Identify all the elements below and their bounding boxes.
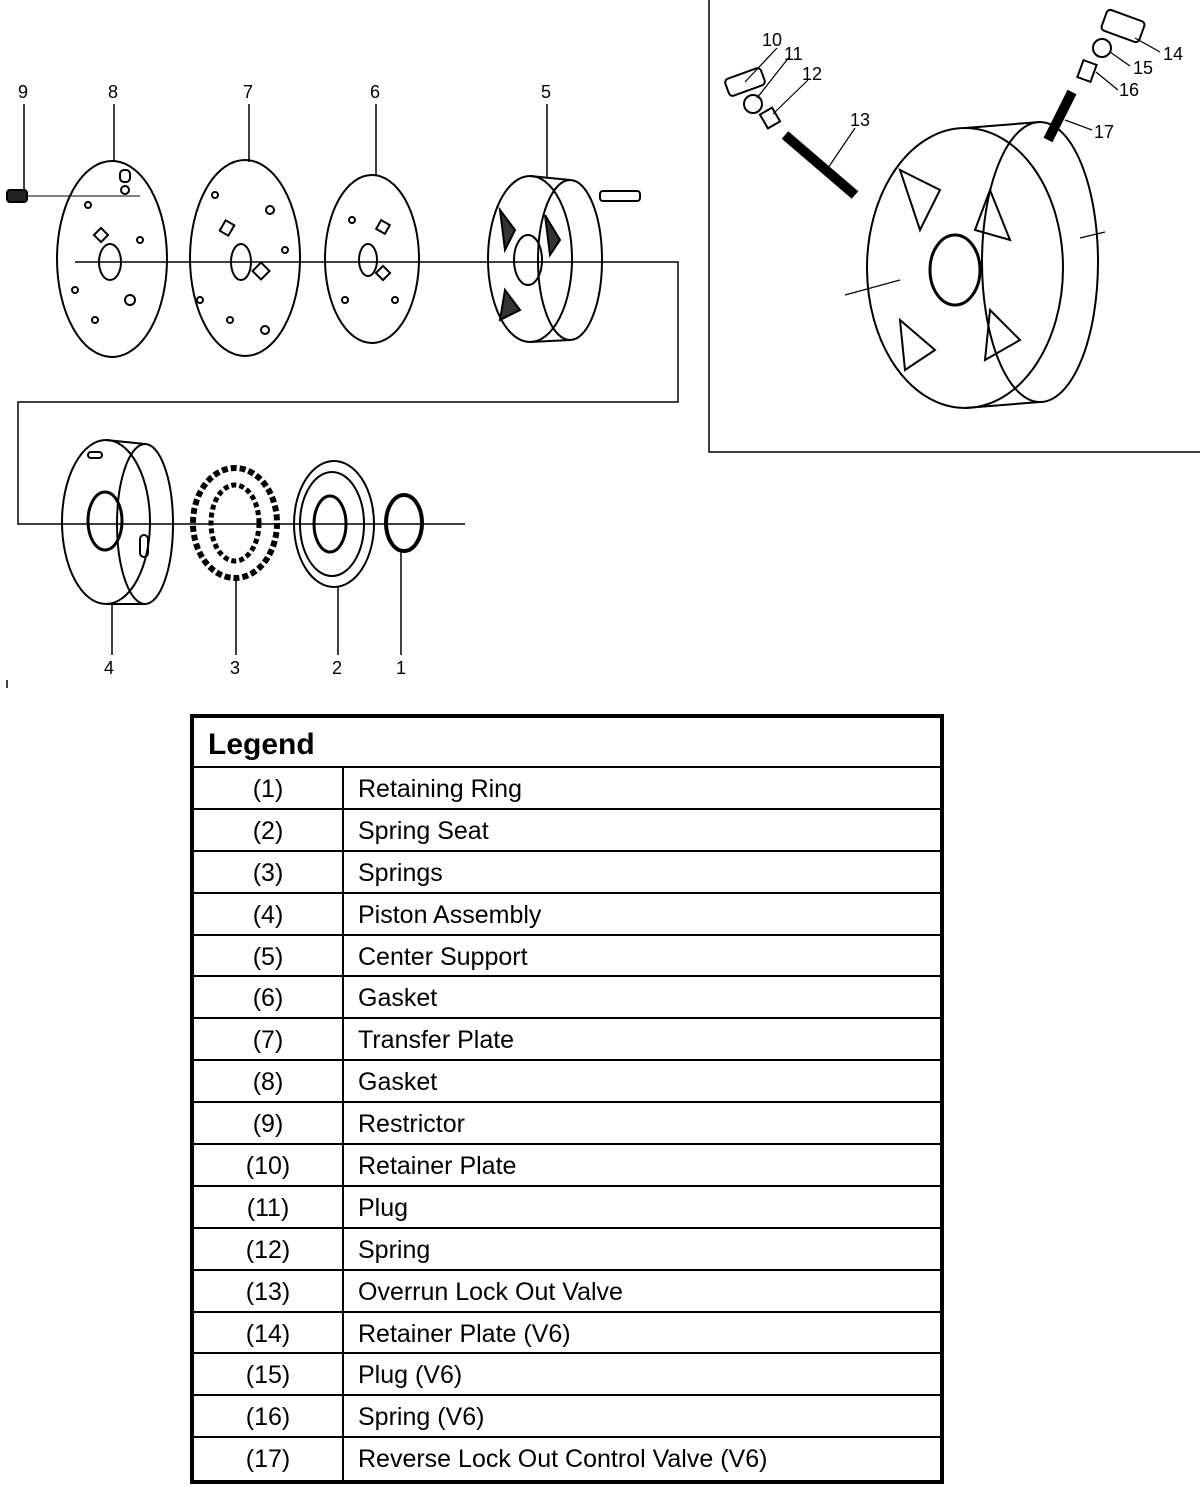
legend-row <box>194 768 940 810</box>
legend-item-number: (10) <box>194 1145 344 1185</box>
legend-item-number: (6) <box>194 977 344 1017</box>
legend-item-description: Plug (V6) <box>358 1361 463 1390</box>
legend-item-description: Spring Seat <box>358 816 489 845</box>
legend-item-description: Spring (V6) <box>358 1403 485 1432</box>
legend-item-number: (9) <box>194 1103 344 1143</box>
part-9-restrictor-drawing <box>7 190 140 202</box>
legend-item-description: Retainer Plate (V6) <box>358 1319 571 1348</box>
legend-item-description: Plug <box>358 1193 409 1222</box>
legend-item-number: (1) <box>194 768 344 808</box>
legend-rows <box>194 768 940 1480</box>
inset-frame <box>709 0 1200 452</box>
callout-17: 17 <box>1094 122 1115 142</box>
callout-15: 15 <box>1133 58 1154 78</box>
legend-item-number: (16) <box>194 1396 344 1436</box>
legend-row <box>194 1438 940 1480</box>
legend-item-description: Center Support <box>358 942 528 971</box>
legend-item-description: Retaining Ring <box>358 775 522 803</box>
legend-item-number: (17) <box>194 1438 344 1480</box>
part-4-piston-assembly-drawing <box>62 440 173 604</box>
legend-item-description: Springs <box>358 858 443 887</box>
legend-item-description: Piston Assembly <box>358 900 542 929</box>
callout-14: 14 <box>1163 44 1184 64</box>
legend-item-number: (15) <box>194 1354 344 1394</box>
callout-8: 8 <box>108 82 119 102</box>
part-7-transfer-plate-drawing <box>190 160 300 356</box>
callout-11: 11 <box>784 44 803 64</box>
callout-12: 12 <box>802 64 823 84</box>
legend-item-number: (5) <box>194 936 344 976</box>
legend-item-number: (3) <box>194 852 344 892</box>
legend-item-description: Gasket <box>358 1068 438 1097</box>
legend-row <box>194 1019 940 1061</box>
legend-row <box>194 1396 940 1438</box>
legend-row <box>194 1313 940 1355</box>
legend-item-number: (8) <box>194 1061 344 1101</box>
legend-row <box>194 810 940 852</box>
legend-item-number: (13) <box>194 1271 344 1311</box>
callout-13: 13 <box>850 110 871 130</box>
callout-9: 9 <box>18 82 29 102</box>
callout-7: 7 <box>243 82 254 102</box>
legend-table <box>190 714 944 1484</box>
callout-16: 16 <box>1119 80 1140 100</box>
legend-item-description: Overrun Lock Out Valve <box>358 1277 623 1306</box>
legend-row <box>194 1271 940 1313</box>
legend-item-description: Retainer Plate <box>358 1152 517 1181</box>
legend-title: Legend <box>194 718 940 768</box>
callout-3: 3 <box>230 658 241 678</box>
exploded-view-diagram <box>0 0 1200 700</box>
callout-5: 5 <box>541 82 552 102</box>
part-8-gasket-drawing <box>57 161 167 357</box>
legend-item-description: Gasket <box>358 984 438 1013</box>
part-3-springs-drawing <box>193 468 277 578</box>
legend-row <box>194 936 940 978</box>
legend-item-description: Transfer Plate <box>358 1026 515 1055</box>
callout-1: 1 <box>396 658 407 678</box>
legend-item-number: (11) <box>194 1187 344 1227</box>
legend-item-number: (2) <box>194 810 344 850</box>
legend-row <box>194 1145 940 1187</box>
legend-item-description: Reverse Lock Out Control Valve (V6) <box>358 1445 768 1474</box>
callout-4: 4 <box>104 658 115 678</box>
legend-item-number: (7) <box>194 1019 344 1059</box>
legend-item-description: Spring <box>358 1235 431 1264</box>
legend-item-description: Restrictor <box>358 1110 465 1139</box>
part-6-gasket-drawing <box>325 175 419 343</box>
legend-row <box>194 894 940 936</box>
part-5-center-support-drawing <box>488 176 640 342</box>
legend-item-number: (12) <box>194 1229 344 1269</box>
legend-row <box>194 1103 940 1145</box>
legend-row <box>194 1229 940 1271</box>
legend-item-number: (4) <box>194 894 344 934</box>
legend-row <box>194 1187 940 1229</box>
callout-2: 2 <box>332 658 343 678</box>
legend-row <box>194 852 940 894</box>
callout-10: 10 <box>762 30 783 50</box>
inset-housing-drawing <box>845 122 1105 408</box>
legend-row <box>194 1061 940 1103</box>
legend-row <box>194 1354 940 1396</box>
callout-6: 6 <box>370 82 381 102</box>
legend-item-number: (14) <box>194 1313 344 1353</box>
legend-row <box>194 977 940 1019</box>
part-1-retaining-ring-drawing <box>386 495 422 551</box>
